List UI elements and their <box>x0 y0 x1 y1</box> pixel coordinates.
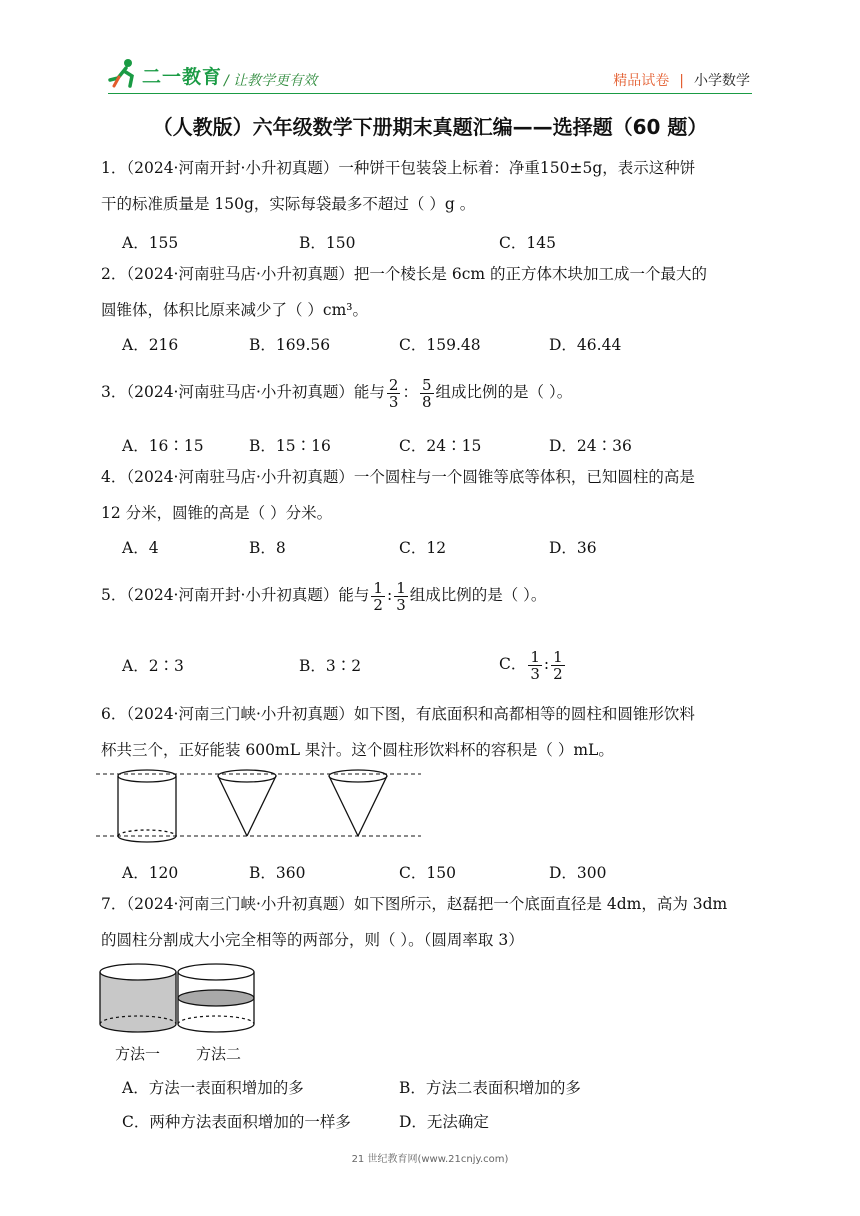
question-4-line-2: 12 分米，圆锥的高是（ ）分米。 <box>101 504 333 522</box>
fraction-numerator: 5 <box>421 375 432 394</box>
option-7a: A．方法一表面积增加的多 <box>122 1079 304 1097</box>
option-7c: C．两种方法表面积增加的一样多 <box>122 1113 351 1131</box>
option-6a: A．120 <box>122 864 179 882</box>
question-6-line-1: 6．（2024·河南三门峡·小升初真题）如下图，有底面积和高都相等的圆柱和圆锥形饮料 <box>101 705 695 723</box>
fraction-numerator: 1 <box>553 647 563 666</box>
question-6-line-2: 杯共三个，正好能装 600mL 果汁。这个圆柱形饮料杯的容积是（ ）mL。 <box>101 741 614 759</box>
header-separator: | <box>679 73 684 89</box>
fraction <box>528 649 542 682</box>
option-3d: D．24∶36 <box>549 437 632 455</box>
option-2a: A．216 <box>122 336 179 354</box>
fraction-numerator: 1 <box>396 578 406 597</box>
option-7d: D．无法确定 <box>399 1113 489 1131</box>
question-1 <box>101 150 761 222</box>
option-2d: D．46.44 <box>549 336 622 354</box>
fraction-denominator: 2 <box>373 595 383 614</box>
runner-logo-icon <box>104 56 144 92</box>
fraction-denominator: 3 <box>530 664 540 683</box>
question-3-suffix: 组成比例的是（ ）。 <box>435 383 573 401</box>
question-2-line-1: 2．（2024·河南驻马店·小升初真题）把一个棱长是 6cm 的正方体木块加工成一个最大的 <box>101 265 708 283</box>
question-5-suffix: 组成比例的是（ ）。 <box>409 586 547 604</box>
ratio-colon: ： <box>402 383 418 401</box>
option-4d: D．36 <box>549 539 597 557</box>
figure-caption-method-two: 方法二 <box>196 1045 242 1063</box>
option-6c: C．150 <box>399 864 456 882</box>
option-4a: A．4 <box>122 539 159 557</box>
fraction <box>420 377 434 410</box>
option-4b: B．8 <box>249 539 286 557</box>
cylinder-split-figure <box>96 958 261 1040</box>
cone-shape <box>329 770 387 836</box>
fraction-numerator: 1 <box>530 647 540 666</box>
option-3a: A．16∶15 <box>122 437 204 455</box>
option-3c: C．24∶15 <box>399 437 482 455</box>
option-6d: D．300 <box>549 864 607 882</box>
header-divider <box>108 93 752 94</box>
option-7b: B．方法二表面积增加的多 <box>399 1079 581 1097</box>
question-7 <box>101 886 761 958</box>
question-3 <box>101 372 761 412</box>
question-7-line-1: 7．（2024·河南三门峡·小升初真题）如下图所示，赵磊把一个底面直径是 4dm，高为 3dm <box>101 895 728 913</box>
question-1-line-1: 1．（2024·河南开封·小升初真题）一种饼干包装袋上标着：净重150±5g，表示这种饼 <box>101 159 696 177</box>
header-tag: 精品试卷 <box>613 73 670 89</box>
question-5-prefix: 5．（2024·河南开封·小升初真题）能与 <box>101 586 370 604</box>
option-1b: B．150 <box>299 234 356 252</box>
ratio-colon: : <box>543 655 550 673</box>
method-one-cylinder <box>100 964 176 1032</box>
question-6 <box>101 696 761 768</box>
fraction-denominator: 3 <box>388 392 399 411</box>
ratio-colon: : <box>386 586 393 604</box>
option-5b: B．3∶2 <box>299 657 362 675</box>
fraction <box>551 649 565 682</box>
method-two-cylinder <box>178 964 254 1032</box>
header-subject: 小学数学 <box>694 73 750 89</box>
option-6b: B．360 <box>249 864 306 882</box>
question-2 <box>101 256 761 328</box>
question-1-line-2: 干的标准质量是 150g，实际每袋最多不超过（ ）g 。 <box>101 195 476 213</box>
fraction-denominator: 3 <box>396 595 406 614</box>
fraction-denominator: 8 <box>421 392 432 411</box>
logo-text: 二一教育 <box>142 66 223 88</box>
page-footer: 21 世纪教育网(www.21cnjy.com) <box>351 1154 509 1165</box>
fraction-denominator: 2 <box>553 664 563 683</box>
question-7-line-2: 的圆柱分割成大小完全相等的两部分，则（ ）。（圆周率取 3） <box>101 931 524 949</box>
question-5 <box>101 575 761 615</box>
fraction <box>371 580 385 613</box>
option-2b: B．169.56 <box>249 336 331 354</box>
question-4-line-1: 4．（2024·河南驻马店·小升初真题）一个圆柱与一个圆锥等底等体积，已知圆柱的高是 <box>101 468 695 486</box>
option-5a: A．2∶3 <box>122 657 184 675</box>
fraction <box>394 580 408 613</box>
option-2c: C．159.48 <box>399 336 481 354</box>
figure-caption-method-one: 方法一 <box>115 1045 161 1063</box>
option-4c: C．12 <box>399 539 447 557</box>
fraction-numerator: 1 <box>373 578 383 597</box>
option-1c: C．145 <box>499 234 556 252</box>
header-right <box>613 70 750 90</box>
cylinder-shape <box>118 770 176 842</box>
question-2-line-2: 圆锥体，体积比原来减少了（ ）cm³。 <box>101 301 369 319</box>
question-3-prefix: 3．（2024·河南驻马店·小升初真题）能与 <box>101 383 385 401</box>
option-5c-label: C． <box>499 655 527 673</box>
cylinder-cones-figure <box>96 766 421 846</box>
slogan: / 让教学更有效 <box>224 73 318 89</box>
option-3b: B．15∶16 <box>249 437 331 455</box>
option-1a: A．155 <box>122 234 179 252</box>
page-title: （人教版）六年级数学下册期末真题汇编——选择题（60 题） <box>152 115 708 139</box>
fraction <box>387 377 401 410</box>
question-4 <box>101 459 761 531</box>
cone-shape <box>218 770 276 836</box>
option-5c <box>499 644 567 684</box>
fraction-numerator: 2 <box>388 375 399 394</box>
